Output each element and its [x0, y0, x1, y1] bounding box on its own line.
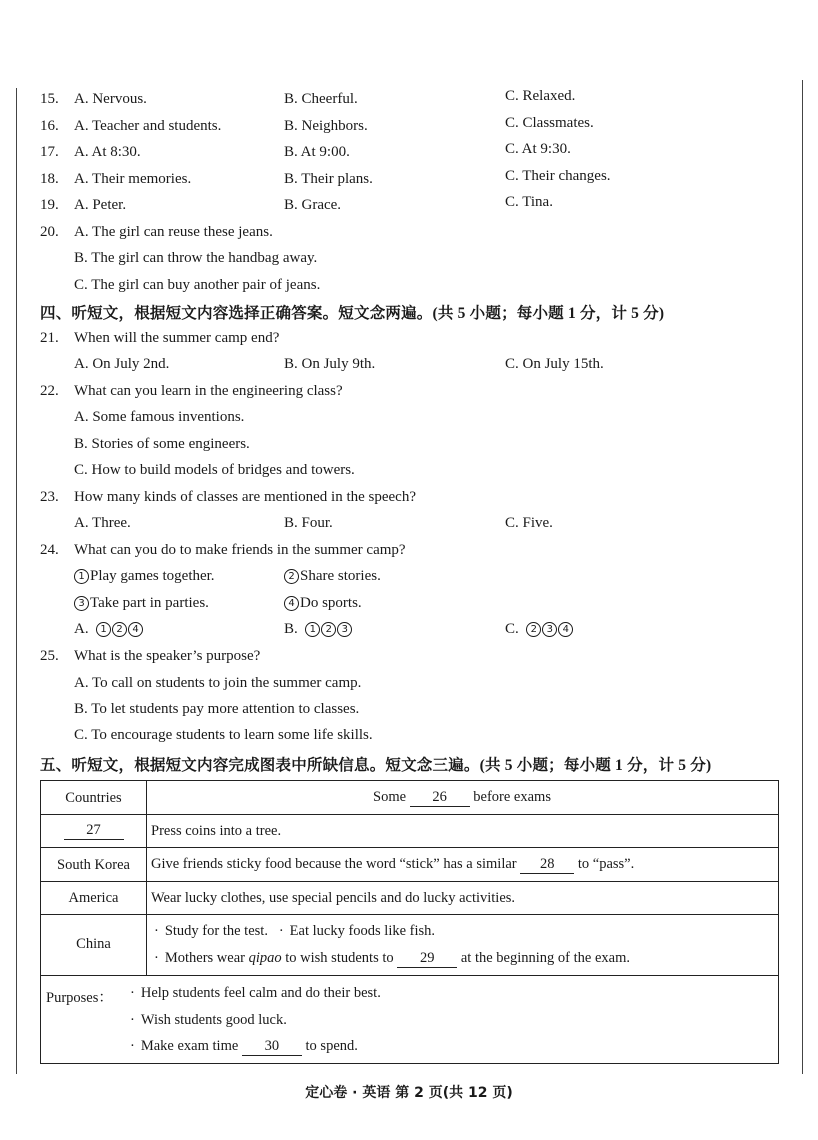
header-text: before exams [473, 789, 551, 805]
info-table [40, 780, 779, 1064]
table-divider [41, 814, 778, 815]
item-text: Share stories. [300, 568, 381, 584]
option-c: C. To encourage students to learn some life skills. [74, 727, 373, 743]
option-b: B. Cheerful. [284, 91, 358, 107]
purpose-text: Help students feel calm and do their best. [140, 985, 381, 1001]
option-c: C. At 9:30. [505, 141, 571, 157]
circled-number: 3 [337, 622, 352, 637]
option-b: B. To let students pay more attention to classes. [74, 701, 360, 717]
blank-28: 28 [520, 856, 574, 874]
blank-27: 27 [64, 822, 124, 840]
option-c: C. Classmates. [505, 115, 594, 131]
row-1-text: Press coins into a tree. [151, 823, 282, 839]
question-number: 20. [40, 224, 59, 240]
item-1 [74, 568, 215, 585]
question-number: 15. [40, 91, 59, 107]
option-b: B. On July 9th. [284, 356, 376, 372]
country-cell [41, 822, 146, 840]
row-text: Mothers wear [164, 950, 245, 966]
question-text: What can you learn in the engineering class? [74, 383, 343, 399]
bullet: · [130, 985, 135, 1001]
question-text: What is the speaker’s purpose? [74, 648, 261, 664]
option-a: A. Nervous. [74, 91, 147, 107]
table-divider [41, 847, 778, 848]
row-text: Give friends sticky food because the word “stick” has a similar [151, 856, 517, 872]
option-b [284, 621, 353, 638]
question-number: 17. [40, 144, 59, 160]
circled-number: 3 [542, 622, 557, 637]
row-text: Study for the test. [164, 923, 268, 939]
blank-29: 29 [397, 950, 457, 968]
header-title [146, 789, 778, 807]
option-c: C. The girl can buy another pair of jeans. [74, 277, 321, 293]
option-c: C. On July 15th. [505, 356, 604, 372]
question-number: 24. [40, 542, 59, 558]
circled-number: 4 [284, 596, 299, 611]
option-b: B. Four. [284, 515, 333, 531]
header-countries: Countries [65, 790, 122, 806]
purpose-1 [130, 985, 381, 1002]
qipao-word: qipao [248, 950, 282, 966]
question-number: 21. [40, 330, 59, 346]
question-number: 19. [40, 197, 59, 213]
option-a: A. To call on students to join the summer camp. [74, 675, 362, 691]
circled-number: 1 [305, 622, 320, 637]
section-4-heading: 四、听短文，根据短文内容选择正确答案。短文念两遍。(共 5 小题；每小题 1 分，计 5 分) [40, 305, 665, 322]
circled-number: 2 [284, 569, 299, 584]
circled-number: 3 [74, 596, 89, 611]
bullet: · [154, 923, 159, 939]
question-number: 18. [40, 171, 59, 187]
blank-26: 26 [410, 789, 470, 807]
item-2 [284, 568, 381, 585]
option-c: C. Their changes. [505, 168, 611, 184]
option-a: A. On July 2nd. [74, 356, 170, 372]
option-label: A. [74, 621, 89, 637]
item-4 [284, 595, 362, 612]
row-4-line-2 [154, 950, 630, 968]
option-b: B. Stories of some engineers. [74, 436, 250, 452]
option-label: B. [284, 621, 298, 637]
row-2-text [151, 856, 634, 874]
header-text: Some [373, 789, 407, 805]
option-a: A. The girl can reuse these jeans. [74, 224, 273, 240]
circled-number: 1 [74, 569, 89, 584]
option-c: C. Relaxed. [505, 88, 576, 104]
purpose-text: Make exam time [140, 1038, 239, 1054]
bullet: · [130, 1038, 135, 1054]
bullet: · [130, 1012, 135, 1028]
circled-number: 1 [96, 622, 111, 637]
table-divider [41, 975, 778, 976]
country-china: China [76, 936, 111, 952]
circled-number: 2 [112, 622, 127, 637]
option-b: B. The girl can throw the handbag away. [74, 250, 318, 266]
circled-number: 4 [558, 622, 573, 637]
question-number: 25. [40, 648, 59, 664]
left-page-rule [16, 88, 17, 1074]
option-label: C. [505, 621, 519, 637]
question-number: 22. [40, 383, 59, 399]
country-south-korea: South Korea [57, 857, 130, 873]
page-footer: 定心卷 · 英语 第 2 页(共 12 页) [305, 1085, 513, 1101]
purpose-text: to spend. [305, 1038, 358, 1054]
question-number: 16. [40, 118, 59, 134]
purpose-2 [130, 1012, 287, 1029]
purposes-label: Purposes： [46, 990, 113, 1006]
circled-number: 2 [321, 622, 336, 637]
purpose-text: Wish students good luck. [140, 1012, 287, 1028]
row-text: to “pass”. [577, 856, 635, 872]
option-a: A. Peter. [74, 197, 127, 213]
option-a [74, 621, 144, 638]
bullet: · [278, 923, 284, 939]
question-text: What can you do to make friends in the summer camp? [74, 542, 406, 558]
purpose-3 [130, 1038, 358, 1056]
item-text: Take part in parties. [90, 595, 209, 611]
option-c: C. Five. [505, 515, 553, 531]
question-number: 23. [40, 489, 59, 505]
item-text: Do sports. [300, 595, 362, 611]
option-b: B. Neighbors. [284, 118, 368, 134]
right-page-rule [802, 80, 803, 1074]
option-a: A. At 8:30. [74, 144, 141, 160]
country-america: America [68, 890, 119, 906]
row-text: to wish students to [285, 950, 394, 966]
option-c: C. Tina. [505, 194, 553, 210]
option-b: B. Grace. [284, 197, 342, 213]
section-5-heading: 五、听短文，根据短文内容完成图表中所缺信息。短文念三遍。(共 5 小题；每小题 1 分，计 5 分) [40, 757, 712, 774]
option-a: A. Some famous inventions. [74, 409, 245, 425]
item-3 [74, 595, 209, 612]
circled-number: 4 [128, 622, 143, 637]
option-c [505, 621, 574, 638]
option-a: A. Teacher and students. [74, 118, 222, 134]
row-3-text: Wear lucky clothes, use special pencils and do lucky activities. [151, 890, 516, 906]
row-text: at the beginning of the exam. [460, 950, 630, 966]
circled-number: 2 [526, 622, 541, 637]
question-text: When will the summer camp end? [74, 330, 280, 346]
table-divider [41, 881, 778, 882]
option-a: A. Three. [74, 515, 131, 531]
bullet: · [154, 950, 159, 966]
option-a: A. Their memories. [74, 171, 192, 187]
option-b: B. At 9:00. [284, 144, 350, 160]
option-c: C. How to build models of bridges and towers. [74, 462, 355, 478]
table-divider [41, 914, 778, 915]
option-b: B. Their plans. [284, 171, 373, 187]
item-text: Play games together. [90, 568, 215, 584]
question-text: How many kinds of classes are mentioned in the speech? [74, 489, 416, 505]
blank-30: 30 [242, 1038, 302, 1056]
row-4-line-1 [154, 923, 435, 940]
table-column-divider [146, 781, 147, 976]
row-text: Eat lucky foods like fish. [289, 923, 436, 939]
